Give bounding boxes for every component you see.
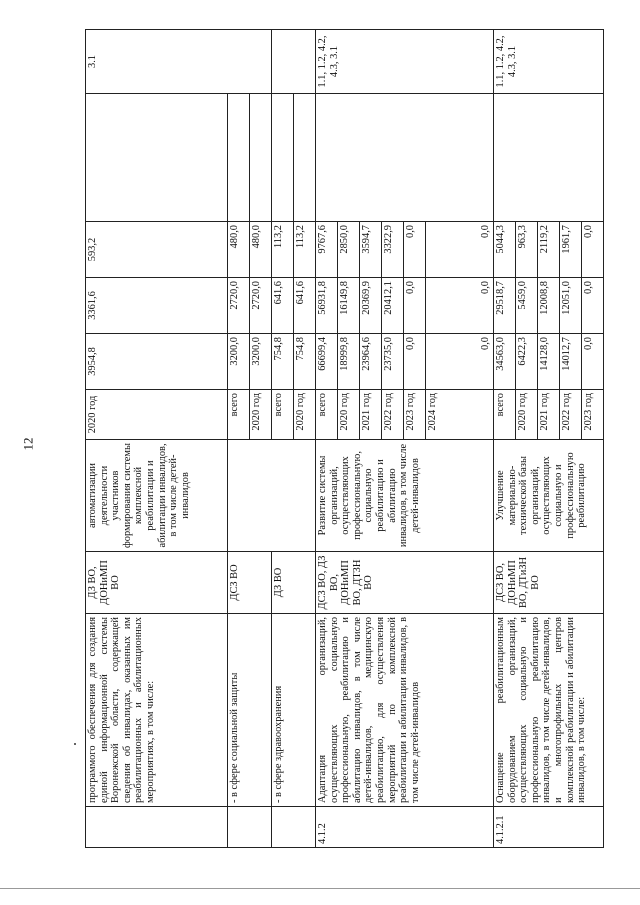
total-cell: 3954,8: [86, 334, 228, 390]
federal-cell: 56931,8: [316, 278, 338, 334]
federal-cell: 5459,0: [516, 278, 538, 334]
row-number-cell: [86, 807, 228, 848]
regional-cell: 0,0: [426, 222, 494, 278]
targets-cell: 1.1, 1.2, 4.2, 4.3, 3.1: [316, 30, 494, 94]
measure-name-cell: Оснащение реабилитационным оборудованием организаций, осуществляющих социальную и профессиональную реабилитацию инвалидов, в том числе детей-инвалидов, и многопрофильных центров комплексной реабилитации и абилитации инвалидов, в том числе:: [494, 614, 604, 807]
year-cell: всего: [272, 390, 294, 440]
executor-cell: ДСЗ ВО, ДОНиМП ВО, ДТиЗН ВО: [494, 552, 604, 614]
regional-cell: 113,2: [294, 222, 316, 278]
table-row: [228, 30, 250, 848]
regional-cell: 2119,2: [538, 222, 560, 278]
regional-cell: 1961,7: [560, 222, 582, 278]
row-number-cell: 4.1.2.1: [494, 807, 604, 848]
executor-cell: ДЗ ВО: [272, 552, 316, 614]
measure-name-cell: программого обеспечения для создания единой информационной системы Воронежской области, содержащей сведения об инвалидах, оказанных им реабилитационных и абилитационных мероприятиях, в том числе:: [86, 614, 228, 807]
federal-cell: 0,0: [426, 278, 494, 334]
year-cell: 2023 год: [582, 390, 604, 440]
total-cell: 754,8: [294, 334, 316, 390]
regional-cell: 2850,0: [338, 222, 360, 278]
measure-name-cell: Адаптация организаций, осуществляющих социальную профессиональную, реабилитацию и абилитацию инвалидов, в том числе детей-инвалидов, медицинскую реабилитацию, для осуществления мероприятий по комплексной реабилитации и абилитации инвалидов, в том числе детей-инвалидов: [316, 614, 494, 807]
total-cell: 66699,4: [316, 334, 338, 390]
targets-cell: 3.1: [86, 30, 272, 94]
year-cell: 2021 год: [360, 390, 382, 440]
empty-cell: [272, 94, 294, 222]
total-cell: 754,8: [272, 334, 294, 390]
total-cell: 34563,0: [494, 334, 516, 390]
year-cell: 2023 год: [404, 390, 426, 440]
regional-cell: 113,2: [272, 222, 294, 278]
year-cell: 2021 год: [538, 390, 560, 440]
total-cell: 3200,0: [250, 334, 272, 390]
row-number-cell: [228, 807, 272, 848]
regional-cell: 963,3: [516, 222, 538, 278]
program-measures-table: [85, 29, 604, 848]
regional-cell: 3322,9: [382, 222, 404, 278]
year-cell: всего: [316, 390, 338, 440]
federal-cell: 20412,1: [382, 278, 404, 334]
year-cell: всего: [494, 390, 516, 440]
total-cell: 18999,8: [338, 334, 360, 390]
targets-cell: 1.1, 1.2, 4.2, 4.3, 3.1: [494, 30, 604, 94]
result-cell: Развитие системы организаций, осуществляющих профессиональную, социальную реабилитацию и абилитацию инвалидов, в том числе детей-инвалидов: [316, 440, 494, 552]
page-number: 12: [20, 437, 36, 451]
scan-edge-line: [0, 888, 640, 889]
year-cell: всего: [228, 390, 250, 440]
federal-cell: 0,0: [582, 278, 604, 334]
federal-cell: 641,6: [272, 278, 294, 334]
year-cell: 2020 год: [250, 390, 272, 440]
total-cell: 23735,0: [382, 334, 404, 390]
row-number-cell: [272, 807, 316, 848]
measure-name-cell: - в сфере социальной защиты: [228, 614, 272, 807]
regional-cell: 480,0: [250, 222, 272, 278]
regional-cell: 480,0: [228, 222, 250, 278]
total-cell: 23964,6: [360, 334, 382, 390]
rotated-table-container: [85, 30, 627, 848]
regional-cell: 0,0: [582, 222, 604, 278]
targets-cell: [272, 30, 316, 94]
empty-cell: [228, 94, 250, 222]
total-cell: 3200,0: [228, 334, 250, 390]
year-cell: 2022 год: [382, 390, 404, 440]
table-row: [494, 30, 516, 848]
empty-cell: [250, 94, 272, 222]
total-cell: 0,0: [426, 334, 494, 390]
total-cell: 0,0: [582, 334, 604, 390]
federal-cell: 0,0: [404, 278, 426, 334]
table-row: [272, 30, 294, 848]
federal-cell: 2720,0: [228, 278, 250, 334]
federal-cell: 12051,0: [560, 278, 582, 334]
year-cell: 2020 год: [294, 390, 316, 440]
federal-cell: 16149,8: [338, 278, 360, 334]
regional-cell: 5044,3: [494, 222, 516, 278]
executor-cell: ДСЗ ВО, ДЗ ВО, ДОНиМП ВО, ДТЗН ВО: [316, 552, 494, 614]
table-row: [316, 30, 338, 848]
result-cell: Улучшение материально-технической базы организаций, осуществляющих социальную и профессиональную реабилитацию: [494, 440, 604, 552]
regional-cell: 0,0: [404, 222, 426, 278]
empty-cell: [86, 94, 228, 222]
empty-cell: [316, 94, 494, 222]
regional-cell: 3594,7: [360, 222, 382, 278]
federal-cell: 29518,7: [494, 278, 516, 334]
year-cell: 2024 год: [426, 390, 494, 440]
executor-cell: ДСЗ ВО: [228, 552, 272, 614]
regional-cell: 593,2: [86, 222, 228, 278]
executor-cell: ДЗ ВО, ДОНиМП ВО: [86, 552, 228, 614]
total-cell: 0,0: [404, 334, 426, 390]
total-cell: 14012,7: [560, 334, 582, 390]
federal-cell: 641,6: [294, 278, 316, 334]
year-cell: 2020 год: [86, 390, 228, 440]
total-cell: 14128,0: [538, 334, 560, 390]
federal-cell: 12008,8: [538, 278, 560, 334]
year-cell: 2020 год: [338, 390, 360, 440]
result-cell: автоматизации деятельности участников формирования системы комплексной реабилитации и абилитации инвалидов, в том числе детей-инвалидов: [86, 440, 228, 552]
empty-cell: [494, 94, 604, 222]
row-number-cell: 4.1.2: [316, 807, 494, 848]
total-cell: 6422,3: [516, 334, 538, 390]
federal-cell: 20369,9: [360, 278, 382, 334]
year-cell: 2020 год: [516, 390, 538, 440]
federal-cell: 3361,6: [86, 278, 228, 334]
scan-dot: [74, 743, 76, 745]
result-cell: [228, 440, 316, 552]
empty-cell: [294, 94, 316, 222]
table-row: [86, 30, 228, 848]
federal-cell: 2720,0: [250, 278, 272, 334]
year-cell: 2022 год: [560, 390, 582, 440]
regional-cell: 9767,6: [316, 222, 338, 278]
measure-name-cell: - в сфере здравоохранения: [272, 614, 316, 807]
